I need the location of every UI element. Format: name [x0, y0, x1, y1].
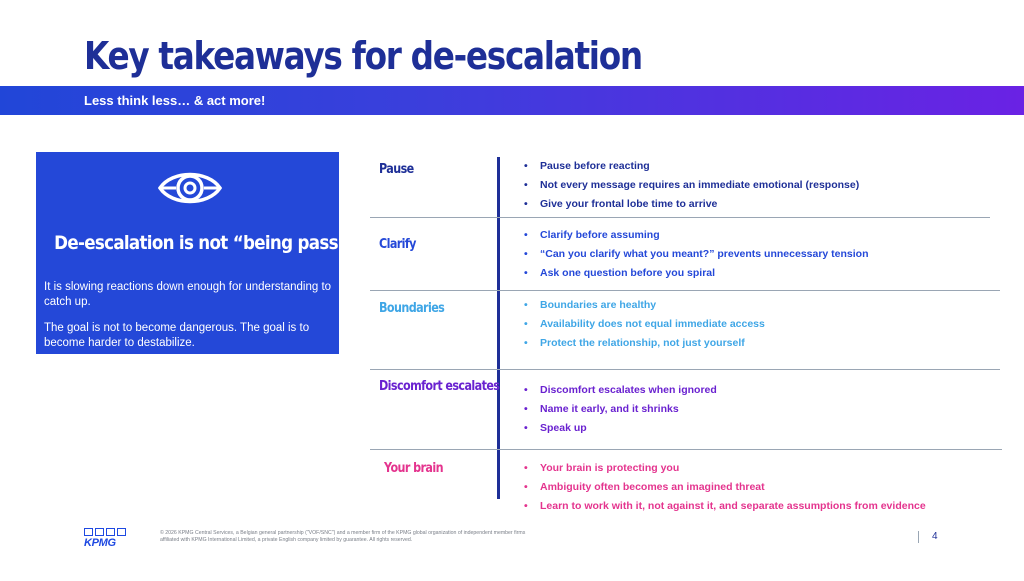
- list-item: • Protect the relationship, not just yourself: [524, 334, 765, 353]
- key-message-card: [36, 152, 374, 354]
- list-item: • Boundaries are healthy: [524, 296, 765, 315]
- page-number-divider: [918, 531, 919, 543]
- vertical-divider: [497, 157, 500, 499]
- bullet-list-clarify: [524, 226, 869, 283]
- bullet-list-your-brain: [524, 459, 926, 516]
- list-item: • Pause before reacting: [524, 157, 859, 176]
- list-item: • Clarify before assuming: [524, 226, 869, 245]
- list-item: • Learn to work with it, not against it, and separate assumptions from evidence: [524, 497, 926, 516]
- list-item: • “Can you clarify what you meant?” prevents unnecessary tension: [524, 245, 869, 264]
- list-item: • Not every message requires an immediate emotional (response): [524, 176, 859, 195]
- bullet-list-discomfort: [524, 381, 717, 438]
- section-divider: [370, 290, 1000, 291]
- bullet-list-boundaries: [524, 296, 765, 353]
- list-item: • Your brain is protecting you: [524, 459, 926, 478]
- section-divider: [370, 369, 1000, 370]
- list-item: • Speak up: [524, 419, 717, 438]
- section-label-clarify: Clarify: [379, 237, 416, 252]
- card-paragraph: It is slowing reactions down enough for understanding to catch up.: [44, 281, 332, 308]
- list-item: • Availability does not equal immediate access: [524, 315, 765, 334]
- page-title: Key takeaways for de-escalation: [84, 34, 642, 78]
- kpmg-logo: KPMG: [84, 537, 116, 549]
- list-item: • Name it early, and it shrinks: [524, 400, 717, 419]
- section-label-your-brain: Your brain: [384, 461, 443, 476]
- section-label-boundaries: Boundaries: [379, 301, 445, 316]
- list-item: • Give your frontal lobe time to arrive: [524, 195, 859, 214]
- kpmg-logo-blocks: [84, 528, 126, 536]
- section-divider: [370, 217, 990, 218]
- subtitle: Less think less… & act more!: [84, 93, 266, 108]
- list-item: • Ask one question before you spiral: [524, 264, 869, 283]
- list-item: • Discomfort escalates when ignored: [524, 381, 717, 400]
- page-number: 4: [932, 531, 938, 542]
- section-label-pause: Pause: [379, 162, 414, 177]
- card-heading: De-escalation is not “being passive”: [54, 232, 374, 254]
- section-label-discomfort: Discomfort escalates: [379, 379, 500, 394]
- section-divider: [370, 449, 1002, 450]
- list-item: • Ambiguity often becomes an imagined threat: [524, 478, 926, 497]
- card-paragraph: The goal is not to become dangerous. The goal is to become harder to destabilize.: [44, 322, 310, 349]
- eye-icon: [158, 166, 222, 210]
- copyright-notice: © 2026 KPMG Central Services, a Belgian general partnership ("VOF/SNC") and a member firm of the KPMG global organization of independent member firms affiliated with KPMG International Limited, a private English company limited by guarantee. All rights reserved.: [160, 530, 526, 543]
- bullet-list-pause: [524, 157, 859, 214]
